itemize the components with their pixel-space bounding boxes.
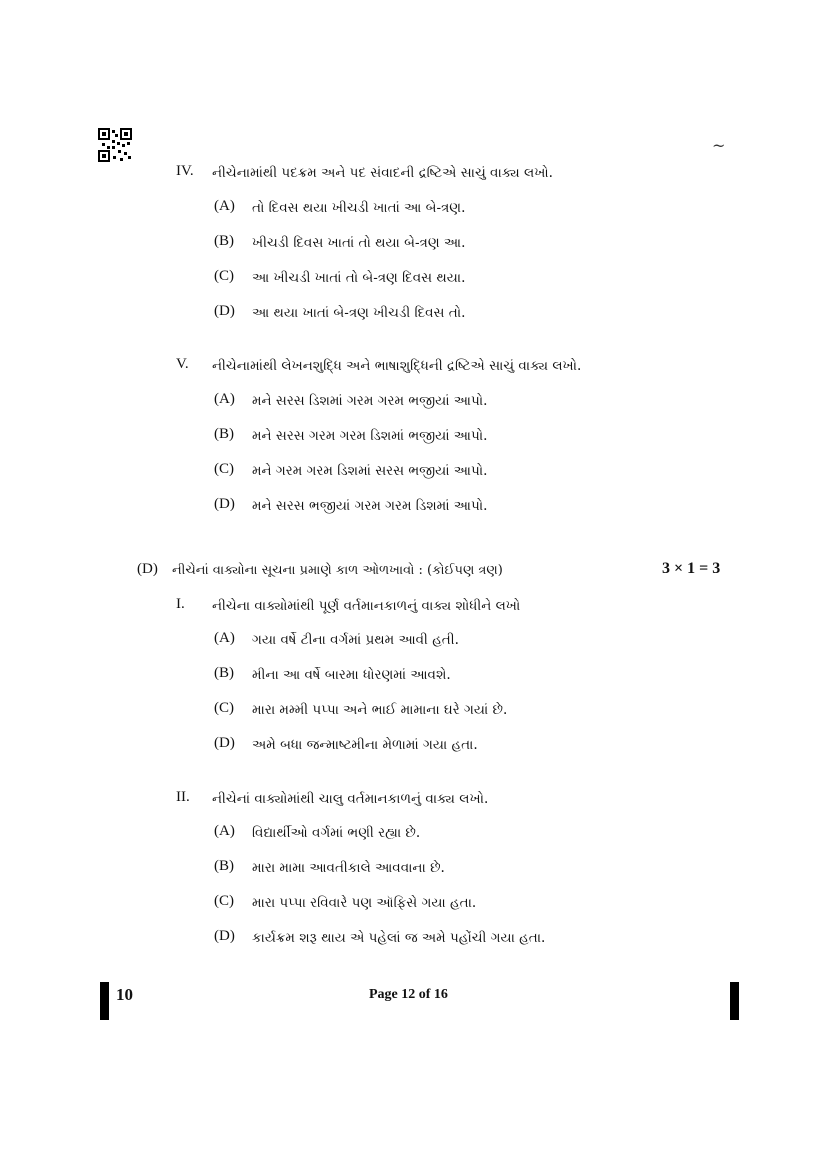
- option-label: (A): [214, 630, 235, 646]
- option-text: મીના આ વર્ષે બારમા ધોરણમાં આવશે.: [252, 667, 451, 683]
- option-text: મને સરસ ગરમ ગરમ ડિશમાં ભજીયાં આપો.: [252, 428, 488, 444]
- option-text: મને સરસ ભજીયાં ગરમ ગરમ ડિશમાં આપો.: [252, 498, 488, 514]
- option-label: (A): [214, 823, 235, 839]
- option-label: (B): [214, 233, 234, 249]
- option-text: મારા મમ્મી પપ્પા અને ભાઈ મામાના ઘરે ગયાં છે.: [252, 702, 508, 718]
- option-label: (D): [214, 496, 235, 512]
- option-label: (B): [214, 858, 234, 874]
- option-text: આ થયા ખાતાં બે-ત્રણ ખીચડી દિવસ તો.: [252, 305, 466, 321]
- top-mark: ~: [712, 136, 726, 155]
- footer-left-bar: [100, 982, 109, 1020]
- option-label: (B): [214, 665, 234, 681]
- option-label: (A): [214, 198, 235, 214]
- footer-right-bar: [730, 982, 739, 1020]
- option-label: (D): [214, 928, 235, 944]
- option-label: (C): [214, 700, 234, 716]
- option-label: (D): [214, 735, 235, 751]
- option-text: મને સરસ ડિશમાં ગરમ ગરમ ભજીયાં આપો.: [252, 393, 488, 409]
- section-label: (D): [137, 561, 158, 577]
- option-text: ગયા વર્ષે ટીના વર્ગમાં પ્રથમ આવી હતી.: [252, 632, 459, 648]
- option-text: કાર્યક્રમ શરૂ થાય એ પહેલાં જ અમે પહોંચી ગયા હતા.: [252, 930, 546, 946]
- option-text: ખીચડી દિવસ ખાતાં તો થયા બે-ત્રણ આ.: [252, 235, 466, 251]
- option-text: તો દિવસ થયા ખીચડી ખાતાં આ બે-ત્રણ.: [252, 200, 466, 216]
- qr-code-icon: [98, 128, 132, 162]
- option-text: વિદ્યાર્થીઓ વર્ગમાં ભણી રહ્યા છે.: [252, 825, 421, 841]
- option-label: (A): [214, 391, 235, 407]
- option-label: (C): [214, 893, 234, 909]
- option-label: (D): [214, 303, 235, 319]
- option-label: (B): [214, 426, 234, 442]
- question-number: II.: [176, 789, 190, 805]
- question-number: V.: [176, 356, 189, 372]
- section-instruction: નીચેનાં વાક્યોના સૂચના પ્રમાણે કાળ ઓળખાવો : (કોઈપણ ત્રણ): [172, 563, 503, 578]
- marks: 3 × 1 = 3: [662, 560, 721, 577]
- paper-code: 10: [116, 985, 133, 1004]
- question-text: નીચેનામાંથી લેખનશુદ્ધિ અને ભાષાશુદ્ધિની દ્રષ્ટિએ સાચું વાક્ય લખો.: [212, 358, 582, 374]
- question-text: નીચેના વાક્યોમાંથી પૂર્ણ વર્તમાનકાળનું વાક્ય શોધીને લખો: [212, 598, 521, 614]
- option-text: મને ગરમ ગરમ ડિશમાં સરસ ભજીયાં આપો.: [252, 463, 488, 479]
- option-text: આ ખીચડી ખાતાં તો બે-ત્રણ દિવસ થયા.: [252, 270, 466, 286]
- page-number: Page 12 of 16: [369, 987, 448, 1002]
- question-number: IV.: [176, 163, 194, 179]
- question-text: નીચેનામાંથી પદક્રમ અને પદ સંવાદની દ્રષ્ટિએ સાચું વાક્ય લખો.: [212, 165, 553, 181]
- option-label: (C): [214, 268, 234, 284]
- question-text: નીચેનાં વાક્યોમાંથી ચાલુ વર્તમાનકાળનું વાક્ય લખો.: [212, 791, 489, 807]
- option-text: અમે બધા જન્માષ્ટમીના મેળામાં ગયા હતા.: [252, 737, 478, 753]
- question-number: I.: [176, 596, 185, 612]
- option-label: (C): [214, 461, 234, 477]
- option-text: મારા પપ્પા રવિવારે પણ ઑફિસે ગયા હતા.: [252, 895, 477, 911]
- option-text: મારા મામા આવતીકાલે આવવાના છે.: [252, 860, 445, 876]
